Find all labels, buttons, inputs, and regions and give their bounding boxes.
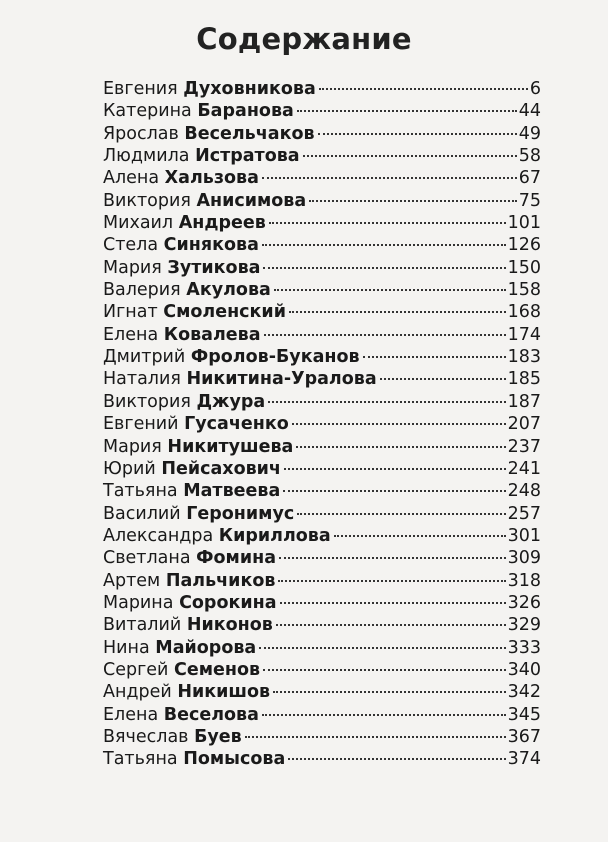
page-number: 58 (518, 146, 541, 167)
author-last-name: Никишов (177, 682, 271, 703)
author-first-name: Светлана (103, 548, 191, 569)
author-last-name: Ковалева (163, 324, 261, 345)
author-first-name: Елена (103, 704, 159, 725)
dot-leader (273, 691, 506, 693)
dot-leader (318, 133, 517, 135)
author-name (103, 190, 306, 212)
author-last-name: Андреев (178, 213, 266, 234)
page-title: Содержание (196, 22, 412, 56)
author-last-name: Буев (194, 726, 242, 747)
author-first-name: Людмила (103, 146, 190, 167)
author-first-name: Елена (103, 324, 159, 345)
dot-leader (263, 669, 506, 671)
author-first-name: Андрей (103, 682, 172, 703)
page-number: 257 (507, 503, 541, 524)
author-last-name: Анисимова (196, 190, 307, 211)
toc-entry (103, 525, 541, 547)
table-of-contents (103, 78, 541, 771)
author-first-name: Мария (103, 436, 162, 457)
toc-entry (103, 726, 541, 748)
author-last-name: Баранова (197, 101, 294, 122)
author-name (103, 503, 294, 525)
author-first-name: Дмитрий (103, 347, 186, 368)
author-last-name: Кириллова (218, 525, 331, 546)
author-name (103, 480, 280, 502)
author-last-name: Пейсахович (161, 458, 281, 479)
author-last-name: Хальзова (164, 168, 259, 189)
author-name (103, 234, 259, 256)
dot-leader (269, 222, 506, 224)
author-name (103, 346, 360, 368)
author-name (103, 592, 277, 614)
toc-entry (103, 234, 541, 256)
author-last-name: Духовникова (183, 79, 316, 99)
author-name (103, 123, 315, 145)
page-number: 44 (518, 101, 541, 122)
page-number: 168 (507, 302, 541, 323)
author-first-name: Татьяна (103, 749, 178, 770)
author-first-name: Татьяна (103, 481, 178, 502)
toc-entry (103, 78, 541, 100)
author-last-name: Никитушева (167, 436, 294, 457)
toc-entry (103, 570, 541, 592)
page-number: 333 (507, 637, 541, 658)
toc-entry (103, 301, 541, 323)
author-first-name: Александра (103, 525, 214, 546)
author-first-name: Сергей (103, 659, 169, 680)
dot-leader (259, 647, 505, 649)
author-first-name: Марина (103, 592, 174, 613)
page-number: 126 (507, 235, 541, 256)
author-first-name: Виктория (103, 391, 191, 412)
author-first-name: Катерина (103, 101, 192, 122)
author-last-name: Гусаченко (184, 414, 289, 435)
author-first-name: Евгения (103, 79, 178, 99)
page-number: 326 (507, 592, 541, 613)
toc-entry (103, 145, 541, 167)
page-number: 185 (507, 369, 541, 390)
author-name (103, 637, 256, 659)
author-first-name: Мария (103, 257, 162, 278)
author-last-name: Истратова (195, 146, 300, 167)
author-last-name: Никитина-Уралова (186, 369, 377, 390)
author-name (103, 167, 259, 189)
author-name (103, 614, 273, 636)
page-number: 49 (518, 123, 541, 144)
author-name (103, 368, 377, 390)
page-number: 6 (529, 79, 541, 99)
author-last-name: Акулова (186, 280, 271, 301)
author-first-name: Наталия (103, 369, 181, 390)
author-last-name: Геронимус (186, 503, 295, 524)
dot-leader (262, 177, 517, 179)
toc-entry (103, 413, 541, 435)
toc-entry (103, 637, 541, 659)
page-number: 318 (507, 570, 541, 591)
author-last-name: Джура (196, 391, 266, 412)
author-first-name: Валерия (103, 280, 181, 301)
page-number: 187 (507, 391, 541, 412)
dot-leader (297, 513, 505, 515)
author-name (103, 257, 260, 279)
author-last-name: Семенов (174, 659, 261, 680)
author-last-name: Смоленский (163, 302, 286, 323)
author-name (103, 279, 271, 301)
page-number: 67 (518, 168, 541, 189)
author-first-name: Юрий (103, 458, 156, 479)
author-first-name: Виктория (103, 190, 191, 211)
author-last-name: Матвеева (183, 481, 281, 502)
page-number: 174 (507, 324, 541, 345)
dot-leader (245, 736, 506, 738)
dot-leader (262, 714, 506, 716)
toc-entry (103, 503, 541, 525)
dot-leader (297, 110, 517, 112)
toc-entry (103, 547, 541, 569)
author-name (103, 525, 331, 547)
toc-entry (103, 659, 541, 681)
page-number: 345 (507, 704, 541, 725)
author-first-name: Стела (103, 235, 159, 256)
toc-entry (103, 681, 541, 703)
page-number: 329 (507, 615, 541, 636)
author-name (103, 212, 266, 234)
toc-entry (103, 212, 541, 234)
toc-entry (103, 257, 541, 279)
page-number: 75 (518, 190, 541, 211)
author-first-name: Евгений (103, 414, 179, 435)
author-name (103, 78, 316, 100)
dot-leader (279, 557, 506, 559)
author-first-name: Виталий (103, 615, 182, 636)
dot-leader (264, 334, 506, 336)
author-first-name: Игнат (103, 302, 158, 323)
author-name (103, 301, 286, 323)
author-last-name: Зутикова (167, 257, 261, 278)
toc-entry (103, 592, 541, 614)
author-name (103, 659, 260, 681)
author-last-name: Пальчиков (165, 570, 276, 591)
author-name (103, 100, 294, 122)
author-name (103, 391, 265, 413)
toc-entry (103, 324, 541, 346)
dot-leader (274, 289, 506, 291)
dot-leader (303, 155, 517, 157)
page-number: 374 (507, 749, 541, 770)
dot-leader (283, 490, 505, 492)
dot-leader (309, 200, 517, 202)
page-number: 158 (507, 280, 541, 301)
dot-leader (334, 535, 506, 537)
page-number: 241 (507, 458, 541, 479)
author-last-name: Синякова (163, 235, 259, 256)
author-first-name: Вячеслав (103, 726, 189, 747)
dot-leader (319, 88, 528, 90)
author-name (103, 145, 300, 167)
dot-leader (276, 624, 506, 626)
toc-entry (103, 458, 541, 480)
author-name (103, 458, 281, 480)
dot-leader (263, 267, 505, 269)
author-last-name: Никонов (186, 615, 273, 636)
toc-entry (103, 123, 541, 145)
toc-entry (103, 346, 541, 368)
author-name (103, 704, 259, 726)
toc-entry (103, 748, 541, 770)
author-last-name: Фролов-Буканов (190, 347, 360, 368)
dot-leader (284, 468, 506, 470)
author-first-name: Артем (103, 570, 161, 591)
author-name (103, 748, 285, 770)
page-number: 248 (507, 481, 541, 502)
toc-entry (103, 614, 541, 636)
page-number: 150 (507, 257, 541, 278)
author-first-name: Алена (103, 168, 160, 189)
page-number: 342 (507, 682, 541, 703)
author-last-name: Помысова (183, 749, 286, 770)
author-name (103, 436, 293, 458)
dot-leader (268, 401, 505, 403)
dot-leader (292, 423, 506, 425)
toc-entry (103, 480, 541, 502)
dot-leader (380, 378, 506, 380)
author-first-name: Василий (103, 503, 181, 524)
dot-leader (296, 446, 505, 448)
toc-entry (103, 190, 541, 212)
page-number: 237 (507, 436, 541, 457)
page-number: 301 (507, 525, 541, 546)
author-name (103, 681, 270, 703)
author-last-name: Сорокина (179, 592, 277, 613)
page-number: 101 (507, 213, 541, 234)
author-last-name: Майорова (155, 637, 257, 658)
page-number: 309 (507, 548, 541, 569)
author-first-name: Нина (103, 637, 150, 658)
page-number: 207 (507, 414, 541, 435)
author-last-name: Фомина (196, 548, 276, 569)
toc-entry (103, 436, 541, 458)
page-number: 340 (507, 659, 541, 680)
toc-entry (103, 704, 541, 726)
author-last-name: Весельчаков (184, 123, 315, 144)
author-last-name: Веселова (163, 704, 259, 725)
author-name (103, 413, 289, 435)
page-number: 183 (507, 347, 541, 368)
dot-leader (278, 580, 505, 582)
dot-leader (262, 244, 506, 246)
toc-entry (103, 167, 541, 189)
toc-entry (103, 391, 541, 413)
author-first-name: Михаил (103, 213, 174, 234)
author-name (103, 570, 275, 592)
dot-leader (288, 758, 505, 760)
dot-leader (289, 311, 506, 313)
dot-leader (280, 602, 506, 604)
author-name (103, 726, 242, 748)
page-number: 367 (507, 726, 541, 747)
toc-entry (103, 100, 541, 122)
toc-entry (103, 279, 541, 301)
author-name (103, 547, 276, 569)
toc-entry (103, 368, 541, 390)
author-first-name: Ярослав (103, 123, 179, 144)
author-name (103, 324, 261, 346)
dot-leader (363, 356, 506, 358)
